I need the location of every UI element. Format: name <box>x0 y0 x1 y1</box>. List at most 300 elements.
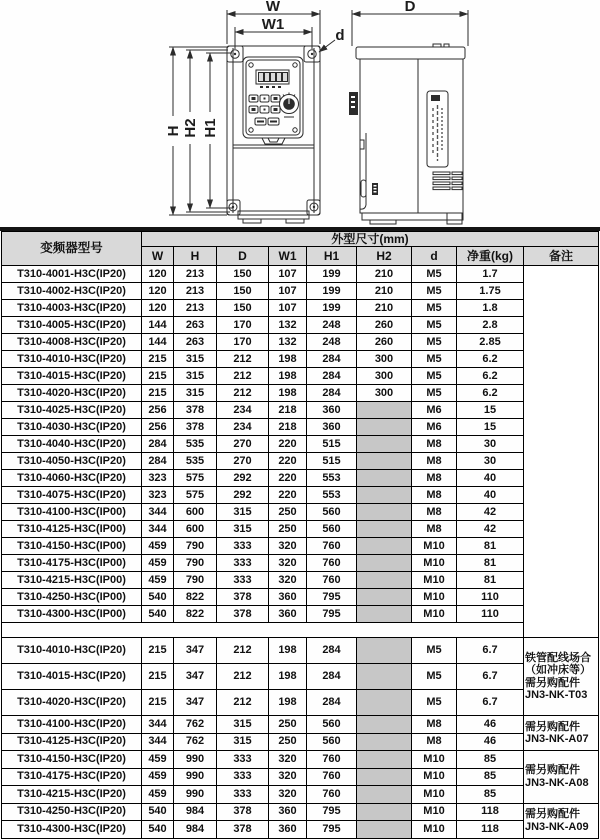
section1-row-13-d: 292 <box>217 487 269 504</box>
section2-row-5-h2 <box>357 751 412 769</box>
section1-row-9-h: 378 <box>174 419 217 436</box>
section1-row-3-h2: 260 <box>357 317 412 334</box>
table-row <box>2 786 599 804</box>
table-row <box>2 436 599 453</box>
table-row <box>2 300 599 317</box>
dimensions-table <box>1 231 599 839</box>
section1-row-15-w: 344 <box>142 521 174 538</box>
section1-row-15-h2 <box>357 521 412 538</box>
section1-row-9-dh: M6 <box>412 419 457 436</box>
section1-row-20-wt: 110 <box>457 606 524 623</box>
section1-remark-cell <box>524 266 599 638</box>
section2-row-6-wt: 85 <box>457 768 524 786</box>
section1-row-20-w: 540 <box>142 606 174 623</box>
table-row <box>2 606 599 623</box>
section1-row-1-wt: 1.75 <box>457 283 524 300</box>
section1-row-8-h2 <box>357 402 412 419</box>
knob <box>280 93 299 118</box>
section1-row-6-model: T310-4015-H3C(IP20) <box>2 368 142 385</box>
section1-row-11-dh: M8 <box>412 453 457 470</box>
section2-row-0-w: 215 <box>142 638 174 664</box>
section2-row-5-h: 990 <box>174 751 217 769</box>
section2-row-1-d: 212 <box>217 664 269 690</box>
section1-row-6-h2: 300 <box>357 368 412 385</box>
section1-row-16-dh: M10 <box>412 538 457 555</box>
section1-row-7-model: T310-4020-H3C(IP20) <box>2 385 142 402</box>
section2-row-8-w1: 360 <box>269 803 307 821</box>
section2-row-7-dh: M10 <box>412 786 457 804</box>
section2-row-3-dh: M8 <box>412 716 457 734</box>
section2-row-4-h1: 560 <box>307 733 357 751</box>
section1-row-4-w: 144 <box>142 334 174 351</box>
section1-row-0-h1: 199 <box>307 266 357 283</box>
section2-row-6-d: 333 <box>217 768 269 786</box>
section1-row-3-w: 144 <box>142 317 174 334</box>
section1-row-5-dh: M5 <box>412 351 457 368</box>
table-row <box>2 572 599 589</box>
section1-row-16-h1: 760 <box>307 538 357 555</box>
section2-row-3-wt: 46 <box>457 716 524 734</box>
section1-row-4-h1: 248 <box>307 334 357 351</box>
section2-row-1-w1: 198 <box>269 664 307 690</box>
section1-row-19-w1: 360 <box>269 589 307 606</box>
section2-row-0-h2 <box>357 638 412 664</box>
table-row <box>2 664 599 690</box>
section2-remark-1 <box>524 716 599 751</box>
col-header-w1: W1 <box>269 247 307 266</box>
section1-row-14-d: 315 <box>217 504 269 521</box>
section1-row-7-d: 212 <box>217 385 269 402</box>
section1-row-9-h2 <box>357 419 412 436</box>
section1-row-2-d: 150 <box>217 300 269 317</box>
section1-row-11-h1: 515 <box>307 453 357 470</box>
col-header-dimensions-group: 外型尺寸(mm) <box>142 232 599 247</box>
table-row <box>2 803 599 821</box>
section1-row-1-d: 150 <box>217 283 269 300</box>
table-row <box>2 351 599 368</box>
dim-label-h2: H2 <box>182 118 199 138</box>
section1-row-4-model: T310-4008-H3C(IP20) <box>2 334 142 351</box>
section1-row-11-d: 270 <box>217 453 269 470</box>
section1-row-18-dh: M10 <box>412 572 457 589</box>
col-header-weight: 净重(kg) <box>457 247 524 266</box>
section1-row-0-wt: 1.7 <box>457 266 524 283</box>
table-row <box>2 283 599 300</box>
section1-row-3-model: T310-4005-H3C(IP20) <box>2 317 142 334</box>
section2-row-5-dh: M10 <box>412 751 457 769</box>
section2-row-2-wt: 6.7 <box>457 690 524 716</box>
section1-row-19-w: 540 <box>142 589 174 606</box>
section1-row-4-d: 170 <box>217 334 269 351</box>
section2-row-7-wt: 85 <box>457 786 524 804</box>
section2-row-3-model: T310-4100-H3C(IP20) <box>2 716 142 734</box>
spacer-cell <box>2 623 524 638</box>
section1-row-7-wt: 6.2 <box>457 385 524 402</box>
section1-row-2-dh: M5 <box>412 300 457 317</box>
col-header-remark: 备注 <box>524 247 599 266</box>
section2-row-2-w: 215 <box>142 690 174 716</box>
section2-row-9-dh: M10 <box>412 821 457 839</box>
col-header-hole-d: d <box>412 247 457 266</box>
section1-row-13-wt: 40 <box>457 487 524 504</box>
section1-row-2-w: 120 <box>142 300 174 317</box>
dim-label-h1: H1 <box>202 118 219 138</box>
section2-row-9-w: 540 <box>142 821 174 839</box>
section1-row-14-w: 344 <box>142 504 174 521</box>
section1-row-17-model: T310-4175-H3C(IP00) <box>2 555 142 572</box>
remark-line: 铁管配线场合 <box>525 651 591 664</box>
section1-row-12-w: 323 <box>142 470 174 487</box>
section1-row-15-w1: 250 <box>269 521 307 538</box>
section1-row-15-dh: M8 <box>412 521 457 538</box>
section1-row-9-h1: 360 <box>307 419 357 436</box>
table-row <box>2 690 599 716</box>
section1-row-2-h2: 210 <box>357 300 412 317</box>
section2-row-2-w1: 198 <box>269 690 307 716</box>
section1-row-16-w1: 320 <box>269 538 307 555</box>
section1-row-18-w: 459 <box>142 572 174 589</box>
section1-row-20-w1: 360 <box>269 606 307 623</box>
section2-row-7-h2 <box>357 786 412 804</box>
section2-row-0-w1: 198 <box>269 638 307 664</box>
section1-row-13-h1: 553 <box>307 487 357 504</box>
section1-row-13-w1: 220 <box>269 487 307 504</box>
section1-row-9-wt: 15 <box>457 419 524 436</box>
section1-row-14-w1: 250 <box>269 504 307 521</box>
section2-row-0-h: 347 <box>174 638 217 664</box>
section2-row-4-h: 762 <box>174 733 217 751</box>
section1-row-1-h2: 210 <box>357 283 412 300</box>
section1-row-10-model: T310-4040-H3C(IP20) <box>2 436 142 453</box>
section1-row-0-h: 213 <box>174 266 217 283</box>
remark-line: 需另购配件 <box>525 764 580 777</box>
section1-row-4-dh: M5 <box>412 334 457 351</box>
section1-row-19-h2 <box>357 589 412 606</box>
section1-row-16-h: 790 <box>174 538 217 555</box>
section2-row-6-h1: 760 <box>307 768 357 786</box>
section2-row-0-wt: 6.7 <box>457 638 524 664</box>
dimension-drawing <box>0 0 600 230</box>
table-row <box>2 317 599 334</box>
section1-row-11-h2 <box>357 453 412 470</box>
section1-row-17-wt: 81 <box>457 555 524 572</box>
section1-row-7-w1: 198 <box>269 385 307 402</box>
table-row <box>2 589 599 606</box>
section1-row-11-model: T310-4050-H3C(IP20) <box>2 453 142 470</box>
section1-row-16-h2 <box>357 538 412 555</box>
section1-row-7-w: 215 <box>142 385 174 402</box>
dim-label-w: W <box>265 0 281 15</box>
section1-row-0-model: T310-4001-H3C(IP20) <box>2 266 142 283</box>
table-row <box>2 368 599 385</box>
section1-row-20-h2 <box>357 606 412 623</box>
section2-row-2-h1: 284 <box>307 690 357 716</box>
section2-row-7-w: 459 <box>142 786 174 804</box>
section2-row-1-h: 347 <box>174 664 217 690</box>
table-row <box>2 385 599 402</box>
section1-row-16-wt: 81 <box>457 538 524 555</box>
section2-row-9-wt: 118 <box>457 821 524 839</box>
section1-row-4-wt: 2.85 <box>457 334 524 351</box>
section1-row-10-w1: 220 <box>269 436 307 453</box>
section2-row-8-d: 378 <box>217 803 269 821</box>
section1-row-11-wt: 30 <box>457 453 524 470</box>
section2-row-8-w: 540 <box>142 803 174 821</box>
section1-row-16-d: 333 <box>217 538 269 555</box>
section2-row-2-h2 <box>357 690 412 716</box>
section1-row-10-h1: 515 <box>307 436 357 453</box>
section2-remark-3 <box>524 803 599 838</box>
table-row <box>2 538 599 555</box>
section1-row-3-h: 263 <box>174 317 217 334</box>
section2-row-5-h1: 760 <box>307 751 357 769</box>
section2-row-4-h2 <box>357 733 412 751</box>
section2-row-3-h: 762 <box>174 716 217 734</box>
section1-row-2-model: T310-4003-H3C(IP20) <box>2 300 142 317</box>
section1-row-8-h1: 360 <box>307 402 357 419</box>
section1-row-10-h2 <box>357 436 412 453</box>
section2-row-3-h2 <box>357 716 412 734</box>
section2-row-2-d: 212 <box>217 690 269 716</box>
table-row <box>2 751 599 769</box>
section2-remark-2 <box>524 751 599 804</box>
section2-row-2-model: T310-4020-H3C(IP20) <box>2 690 142 716</box>
section1-row-14-h: 600 <box>174 504 217 521</box>
section1-row-8-w1: 218 <box>269 402 307 419</box>
section1-row-12-dh: M8 <box>412 470 457 487</box>
remark-line: JN3-NK-T03 <box>525 689 588 701</box>
section1-row-12-w1: 220 <box>269 470 307 487</box>
section1-row-8-wt: 15 <box>457 402 524 419</box>
table-row <box>2 453 599 470</box>
section1-row-8-dh: M6 <box>412 402 457 419</box>
section2-row-7-h: 990 <box>174 786 217 804</box>
section1-row-17-w: 459 <box>142 555 174 572</box>
section1-row-0-h2: 210 <box>357 266 412 283</box>
remark-line: JN3-NK-A08 <box>525 776 589 789</box>
section1-row-3-wt: 2.8 <box>457 317 524 334</box>
section1-row-10-wt: 30 <box>457 436 524 453</box>
section1-row-7-h: 315 <box>174 385 217 402</box>
section2-row-2-h: 347 <box>174 690 217 716</box>
section1-row-1-h1: 199 <box>307 283 357 300</box>
section1-row-12-h2 <box>357 470 412 487</box>
section1-row-8-h: 378 <box>174 402 217 419</box>
section1-row-19-h1: 795 <box>307 589 357 606</box>
section1-row-18-wt: 81 <box>457 572 524 589</box>
section1-row-2-h1: 199 <box>307 300 357 317</box>
section1-row-18-d: 333 <box>217 572 269 589</box>
section2-row-1-wt: 6.7 <box>457 664 524 690</box>
section1-row-19-d: 378 <box>217 589 269 606</box>
section1-row-1-w1: 107 <box>269 283 307 300</box>
section1-row-11-w: 284 <box>142 453 174 470</box>
table-row <box>2 638 599 664</box>
keypad-panel <box>243 57 303 138</box>
section1-row-5-h1: 284 <box>307 351 357 368</box>
dim-label-depth: D <box>404 0 416 15</box>
section1-row-12-model: T310-4060-H3C(IP20) <box>2 470 142 487</box>
section2-row-9-h2 <box>357 821 412 839</box>
section1-row-14-h1: 560 <box>307 504 357 521</box>
section1-row-5-h2: 300 <box>357 351 412 368</box>
dim-label-d-hole: d <box>335 27 345 44</box>
section1-row-3-w1: 132 <box>269 317 307 334</box>
section1-row-6-dh: M5 <box>412 368 457 385</box>
section1-row-20-model: T310-4300-H3C(IP00) <box>2 606 142 623</box>
section1-row-0-w1: 107 <box>269 266 307 283</box>
section1-row-13-h: 575 <box>174 487 217 504</box>
section1-row-15-h: 600 <box>174 521 217 538</box>
section1-row-12-wt: 40 <box>457 470 524 487</box>
dim-label-h: H <box>165 125 182 137</box>
section1-row-16-model: T310-4150-H3C(IP00) <box>2 538 142 555</box>
table-row <box>2 402 599 419</box>
section2-row-6-w: 459 <box>142 768 174 786</box>
section1-row-8-model: T310-4025-H3C(IP20) <box>2 402 142 419</box>
section1-row-20-dh: M10 <box>412 606 457 623</box>
col-header-h2: H2 <box>357 247 412 266</box>
section1-row-6-w: 215 <box>142 368 174 385</box>
dim-label-w1: W1 <box>261 16 285 33</box>
side-view <box>349 44 465 224</box>
section2-row-6-dh: M10 <box>412 768 457 786</box>
section1-row-3-h1: 248 <box>307 317 357 334</box>
section2-row-9-h: 984 <box>174 821 217 839</box>
section1-row-4-h: 263 <box>174 334 217 351</box>
spacer-row <box>2 623 599 638</box>
section2-row-8-h2 <box>357 803 412 821</box>
section1-row-2-h: 213 <box>174 300 217 317</box>
table-section-2 <box>2 638 599 839</box>
section2-row-3-h1: 560 <box>307 716 357 734</box>
section1-row-17-h: 790 <box>174 555 217 572</box>
section1-row-6-h: 315 <box>174 368 217 385</box>
section1-row-2-wt: 1.8 <box>457 300 524 317</box>
section1-row-17-d: 333 <box>217 555 269 572</box>
remark-line: 需另购配件 <box>525 720 580 733</box>
section1-row-18-w1: 320 <box>269 572 307 589</box>
section1-row-7-dh: M5 <box>412 385 457 402</box>
section2-row-8-dh: M10 <box>412 803 457 821</box>
section1-row-15-model: T310-4125-H3C(IP00) <box>2 521 142 538</box>
section1-row-20-h: 822 <box>174 606 217 623</box>
section1-row-5-wt: 6.2 <box>457 351 524 368</box>
section1-row-17-h2 <box>357 555 412 572</box>
table-row <box>2 266 599 283</box>
section1-row-5-model: T310-4010-H3C(IP20) <box>2 351 142 368</box>
section1-row-9-d: 234 <box>217 419 269 436</box>
section2-remark-0 <box>524 638 599 716</box>
section1-row-14-dh: M8 <box>412 504 457 521</box>
section1-row-13-h2 <box>357 487 412 504</box>
section1-row-5-h: 315 <box>174 351 217 368</box>
table-section-1 <box>2 266 599 638</box>
section1-row-8-d: 234 <box>217 402 269 419</box>
section2-row-0-d: 212 <box>217 638 269 664</box>
section2-row-1-dh: M5 <box>412 664 457 690</box>
table-row <box>2 768 599 786</box>
section2-row-4-model: T310-4125-H3C(IP20) <box>2 733 142 751</box>
section1-row-9-w: 256 <box>142 419 174 436</box>
table-row <box>2 555 599 572</box>
section1-row-10-d: 270 <box>217 436 269 453</box>
section2-row-9-h1: 795 <box>307 821 357 839</box>
section1-row-1-w: 120 <box>142 283 174 300</box>
section2-row-9-model: T310-4300-H3C(IP20) <box>2 821 142 839</box>
dimension-lines <box>166 10 468 215</box>
table-row <box>2 821 599 839</box>
section2-row-3-w1: 250 <box>269 716 307 734</box>
section1-row-14-h2 <box>357 504 412 521</box>
nameplate-label <box>427 91 448 167</box>
section1-row-17-w1: 320 <box>269 555 307 572</box>
section1-row-18-h2 <box>357 572 412 589</box>
section1-row-17-dh: M10 <box>412 555 457 572</box>
section1-row-15-h1: 560 <box>307 521 357 538</box>
section2-row-1-model: T310-4015-H3C(IP20) <box>2 664 142 690</box>
section1-row-19-wt: 110 <box>457 589 524 606</box>
section1-row-9-w1: 218 <box>269 419 307 436</box>
section2-row-3-d: 315 <box>217 716 269 734</box>
col-header-model: 变频器型号 <box>2 232 142 266</box>
section2-row-0-h1: 284 <box>307 638 357 664</box>
section1-row-1-dh: M5 <box>412 283 457 300</box>
section2-row-6-w1: 320 <box>269 768 307 786</box>
section2-row-7-h1: 760 <box>307 786 357 804</box>
section1-row-10-h: 535 <box>174 436 217 453</box>
keypad-display <box>256 70 289 88</box>
section2-row-5-w: 459 <box>142 751 174 769</box>
section1-row-12-d: 292 <box>217 470 269 487</box>
section2-row-5-model: T310-4150-H3C(IP20) <box>2 751 142 769</box>
section1-row-4-h2: 260 <box>357 334 412 351</box>
section1-row-6-w1: 198 <box>269 368 307 385</box>
table-row <box>2 733 599 751</box>
col-header-h1: H1 <box>307 247 357 266</box>
remark-line: （如冲床等） <box>525 664 591 676</box>
section2-row-5-wt: 85 <box>457 751 524 769</box>
table-row <box>2 521 599 538</box>
section2-row-8-model: T310-4250-H3C(IP20) <box>2 803 142 821</box>
section1-row-12-h: 575 <box>174 470 217 487</box>
vent-slots <box>433 172 462 190</box>
section1-row-3-dh: M5 <box>412 317 457 334</box>
section2-row-7-model: T310-4215-H3C(IP20) <box>2 786 142 804</box>
col-header-w: W <box>142 247 174 266</box>
section1-row-17-h1: 760 <box>307 555 357 572</box>
section1-row-6-h1: 284 <box>307 368 357 385</box>
col-header-d: D <box>217 247 269 266</box>
section1-row-0-dh: M5 <box>412 266 457 283</box>
section1-row-19-h: 822 <box>174 589 217 606</box>
section2-row-4-w1: 250 <box>269 733 307 751</box>
table-row <box>2 470 599 487</box>
section1-row-13-model: T310-4075-H3C(IP20) <box>2 487 142 504</box>
section1-row-6-wt: 6.2 <box>457 368 524 385</box>
table-row <box>2 504 599 521</box>
section1-row-2-w1: 107 <box>269 300 307 317</box>
section1-row-3-d: 170 <box>217 317 269 334</box>
section2-row-8-h1: 795 <box>307 803 357 821</box>
section1-row-5-w1: 198 <box>269 351 307 368</box>
section1-row-7-h2: 300 <box>357 385 412 402</box>
section1-row-0-w: 120 <box>142 266 174 283</box>
section2-row-7-d: 333 <box>217 786 269 804</box>
section1-row-19-dh: M10 <box>412 589 457 606</box>
section1-row-8-w: 256 <box>142 402 174 419</box>
section1-row-20-d: 378 <box>217 606 269 623</box>
